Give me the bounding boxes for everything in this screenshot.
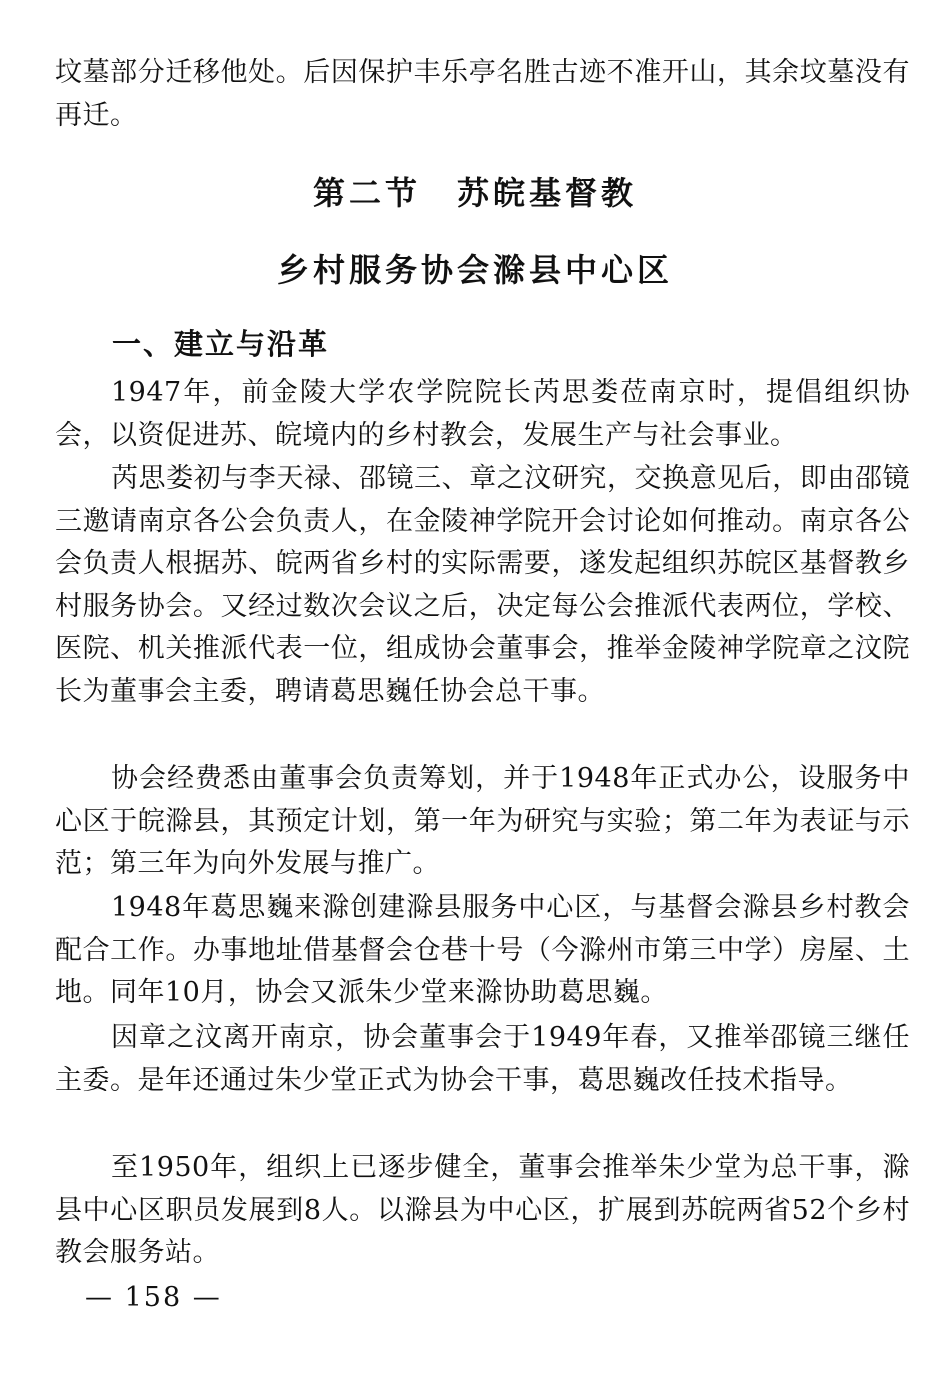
section-title-line2: 乡村服务协会滁县中心区 bbox=[276, 251, 673, 289]
body-paragraph-1: 1947年，前金陵大学农学院院长芮思娄莅南京时，提倡组织协会，以资促进苏、皖境内的乡村教会，发展生产与社会事业。 bbox=[55, 377, 910, 451]
page-number: — 158 — bbox=[85, 1282, 222, 1313]
body-paragraph-5: 因章之汶离开南京，协会董事会于1949年春，又推举邵镜三继任主委。是年还通过朱少堂正式为协会干事，葛思巍改任技术指导。 bbox=[55, 1022, 910, 1096]
body-paragraph-2: 芮思娄初与李天禄、邵镜三、章之汶研究，交换意见后，即由邵镜三邀请南京各公会负责人，在金陵神学院开会讨论如何推动。南京各公会负责人根据苏、皖两省乡村的实际需要，遂发起组织苏皖区基督教乡村服务协会。又经过数次会议之后，决定每公会推派代表两位，学校、医院、机关推派代表一位，组成协会董事会，推举金陵神学院章之汶院长为董事会主委，聘请葛思巍任协会总干事。 bbox=[55, 463, 910, 707]
body-paragraph-3: 协会经费悉由董事会负责筹划，并于1948年正式办公，设服务中心区于皖滁县，其预定计划，第一年为研究与实验；第二年为表证与示范；第三年为向外发展与推广。 bbox=[55, 763, 910, 879]
body-paragraph-6: 至1950年，组织上已逐步健全，董事会推举朱少堂为总干事，滁县中心区职员发展到8人。以滁县为中心区，扩展到苏皖两省52个乡村教会服务站。 bbox=[55, 1152, 910, 1268]
body-paragraph-4: 1948年葛思巍来滁创建滁县服务中心区，与基督会滁县乡村教会配合工作。办事地址借基督会仓巷十号（今滁州市第三中学）房屋、土地。同年10月，协会又派朱少堂来滁协助葛思巍。 bbox=[55, 892, 910, 1008]
section-title-line1: 第二节 苏皖基督教 bbox=[312, 174, 637, 212]
subsection-title: 一、建立与沿革 bbox=[112, 327, 330, 361]
continuation-paragraph: 坟墓部分迁移他处。后因保护丰乐亭名胜古迹不准开山，其余坟墓没有再迁。 bbox=[55, 57, 910, 131]
